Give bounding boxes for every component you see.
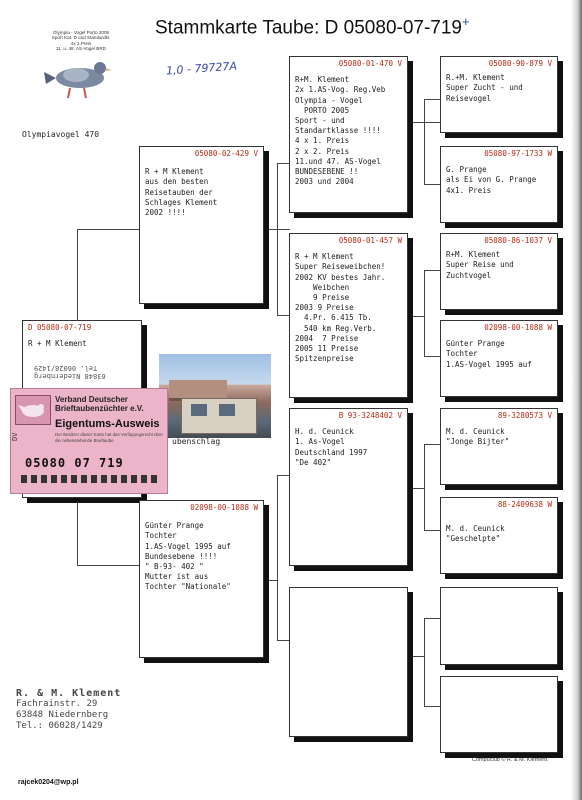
card-title: Eigentums-Ausweis [55, 418, 160, 430]
ring-number: 05080-01-470 V [338, 59, 402, 68]
pigeon-text: Reisevogel [446, 93, 492, 103]
card-dv-label: DV [11, 432, 19, 441]
ring-number: 05080-86-1037 V [484, 236, 552, 245]
ring-number: 05080-01-457 W [338, 236, 402, 245]
pigeon-text: 2x 1.AS-Vog. Reg.Veb [295, 85, 386, 95]
pigeon-box-sd [289, 233, 408, 398]
ring-number: 02098-00-1088 W [190, 503, 258, 512]
pigeon-text: 1.AS-Vogel 1995 auf [145, 541, 231, 551]
pigeon-text: Super Reiseweibchen! [295, 262, 386, 272]
card-barcode-strip [21, 475, 161, 483]
pigeon-text: 2004 7 Preise [295, 333, 359, 343]
connector [264, 580, 277, 581]
page-title: Stammkarte Taube: D 05080-07-719+ [155, 14, 470, 39]
handwritten-note: 1,0 - 79727A [165, 59, 238, 78]
pigeon-text: "Geschelpte" [446, 534, 501, 544]
pigeon-text: 1.AS-Vogel 1995 auf [446, 359, 532, 369]
pigeon-text: "De 402" [295, 457, 332, 467]
pigeon-box-sdd [440, 320, 558, 397]
connector [77, 229, 140, 230]
pigeon-text: Reisetauben der [145, 187, 213, 197]
address-upside-down: 63848 Niedernberg [34, 372, 106, 380]
pigeon-text: Deutschland 1997 [295, 447, 368, 457]
connector [424, 618, 425, 706]
pigeon-text: 11.und 47. AS-Vogel [295, 156, 381, 166]
photo-caption: ubenschlag [172, 437, 221, 446]
pigeon-text: aus den besten [145, 177, 209, 187]
pigeon-text: Weibchen [295, 282, 350, 292]
pigeon-box-sss [440, 56, 558, 133]
card-ring-number: 05080 07 719 [25, 456, 124, 470]
breeder-city: 63848 Niedernberg [16, 710, 109, 720]
ring-number: 05080-02-429 V [194, 149, 258, 158]
pigeon-text: 2 x 2. Preis [295, 146, 350, 156]
pigeon-text: 9 Preise [295, 293, 350, 303]
pigeon-box-ddd [440, 676, 558, 753]
pigeon-text: Tochter [446, 349, 478, 359]
pigeon-text: Spitzenpreise [295, 354, 354, 364]
page-edge-shadow [571, 0, 582, 800]
pigeon-text: 2002 !!!! [145, 208, 186, 218]
logo-line: Sport Kat. D und Standardkl. [51, 35, 111, 41]
breeder-name: R. & M. Klement [16, 688, 122, 699]
ring-number: B 93-3248402 V [338, 411, 402, 420]
pigeon-text: Günter Prange [145, 521, 204, 531]
connector [408, 656, 424, 657]
pigeon-text: 2002 KV bestes Jahr. [295, 272, 386, 282]
connector [424, 706, 440, 707]
pigeon-text: G. Prange [446, 165, 487, 175]
logo-line: Olympia - Vogel Porto 2005 [52, 30, 110, 35]
pigeon-text: R + M Klement [28, 339, 87, 349]
pigeon-text: als Ei von G. Prange [446, 175, 537, 185]
pigeon-text: Super Reise und [446, 260, 514, 270]
pigeon-text: Sport - und [295, 116, 345, 126]
ring-number: 05080-90-879 V [488, 59, 552, 68]
pigeon-logo [40, 28, 122, 104]
pigeon-box-ssd [440, 146, 558, 223]
pigeon-text: "Jonge Bijter" [446, 437, 510, 447]
email-watermark: rajcek0204@wp.pl [18, 779, 79, 786]
pigeon-text: R + M Klement [145, 167, 204, 177]
pigeon-text: 4 x 1. Preis [295, 136, 350, 146]
card-organisation [55, 395, 144, 413]
pigeon-text: 4.Pr. 6.415 Tb. [295, 313, 372, 323]
pigeon-box-dd [289, 587, 408, 737]
card-text: Der Besitzer dieser Karte hat das Verfügungsrecht über die nebenstehende Brieftaube [55, 432, 163, 443]
pigeon-text: R + M Klement [295, 252, 354, 262]
pigeon-text: Schlages Klement [145, 197, 218, 207]
connector [424, 184, 440, 185]
pigeon-text: Zuchtvogel [446, 270, 492, 280]
pigeon-text: 2003 9 Preise [295, 303, 354, 313]
connector [77, 229, 78, 320]
pigeon-box-dds [440, 587, 558, 665]
pigeon-box-ds [289, 408, 408, 566]
connector [408, 488, 424, 489]
pigeon-box-dsd [440, 497, 558, 574]
breeder-phone: Tel.: 06028/1429 [16, 721, 103, 731]
connector [277, 163, 278, 315]
pigeon-box-ss [289, 56, 408, 213]
olympiavogel-label: Olympiavogel 470 [22, 130, 100, 139]
pigeon-text: " B-93- 402 " [145, 562, 204, 572]
footer-credit: Compuclub © R. & M. Klement. [472, 757, 549, 763]
pigeon-text: BUNDESEBENE !! [295, 167, 359, 177]
pigeon-text: Günter Prange [446, 339, 505, 349]
ring-number: D 05080-07-719 [28, 323, 92, 332]
ring-number: 88-2409638 W [497, 500, 552, 509]
breeder-street: Fachrainstr. 29 [16, 699, 98, 709]
ring-number: 05080-97-1733 W [484, 149, 552, 158]
pigeon-box-sire [139, 146, 264, 304]
connector [424, 444, 440, 445]
connector [424, 99, 440, 100]
pigeon-text: 1. As-Vogel [295, 437, 345, 447]
card-org-line: Verband Deutscher [55, 395, 128, 404]
connector [424, 356, 440, 357]
logo-line: 4x 1.Preis [70, 40, 92, 46]
connector [424, 270, 440, 271]
pigeon-box-sds [440, 233, 558, 310]
pigeon-text: 2003 und 2004 [295, 177, 354, 187]
pigeon-text: Standartklasse !!!! [295, 126, 381, 136]
association-emblem [15, 395, 51, 425]
ring-number: 02098-00-1088 W [484, 323, 552, 332]
loft-photo [159, 354, 271, 438]
pigeon-text: H. d. Ceunick [295, 427, 354, 437]
connector [424, 270, 425, 356]
connector [424, 618, 440, 619]
pigeon-text: M. d. Ceunick [446, 524, 505, 534]
connector [408, 316, 424, 317]
connector [77, 565, 140, 566]
pigeon-text: M. d. Ceunick [446, 427, 505, 437]
ownership-card [10, 388, 168, 494]
pigeon-text: Tochter [145, 531, 177, 541]
connector [424, 444, 425, 530]
pigeon-box-dam [139, 500, 264, 658]
logo-line: 11. u. 48. AS-Vogel BRD [56, 46, 106, 52]
pigeon-text: Tochter "Nationale" [145, 582, 231, 592]
pigeon-text: Bundesebene !!!! [145, 551, 218, 561]
pigeon-text: Mutter ist aus [145, 572, 209, 582]
pigeon-text: Super Zucht - und [446, 83, 523, 93]
pigeon-icon [40, 28, 122, 104]
pigeon-text: R+M. Klement [446, 250, 501, 260]
connector [277, 475, 278, 640]
ring-number: 89-3280573 V [497, 411, 552, 420]
pigeon-text: 540 km Reg.Verb. [295, 323, 377, 333]
connector [424, 99, 425, 184]
pigeon-emblem-icon [16, 396, 50, 424]
pigeon-text: 2005 11 Preise [295, 344, 359, 354]
pigeon-text: R+M. Klement [295, 75, 350, 85]
pigeon-text: R.+M. Klement [446, 73, 505, 83]
card-org-line: Brieftaubenzüchter e.V. [55, 404, 144, 413]
pigeon-text: Olympia - Vogel [295, 95, 363, 105]
connector [424, 530, 440, 531]
pigeon-text: 4x1. Preis [446, 185, 492, 195]
connector [77, 490, 78, 565]
pigeon-box-dss [440, 408, 558, 485]
phone-upside-down: Tel. 06028/1429 [34, 364, 98, 372]
breeder-address [16, 688, 121, 732]
pigeon-text: PORTO 2005 [295, 105, 350, 115]
